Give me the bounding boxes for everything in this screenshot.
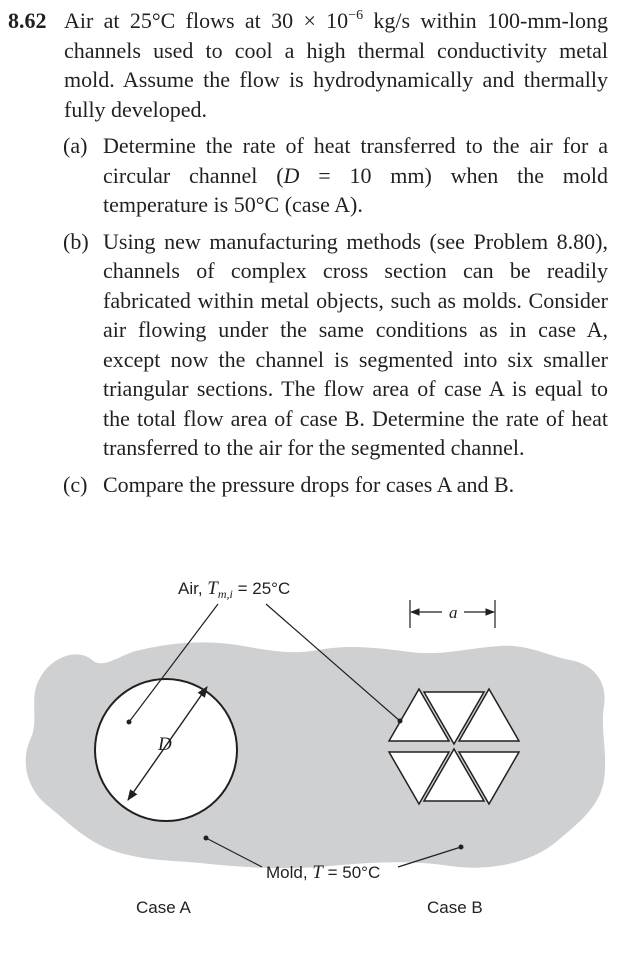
air-label [178,578,290,601]
mold-label-suffix: = 50°C [322,863,381,882]
case-a-label: Case A [136,898,191,917]
mold-label [266,862,380,883]
problem-statement [8,6,608,124]
part-b [8,227,608,463]
part-c-label: (c) [63,471,88,497]
dimension-label: a [449,603,458,622]
problem-intro-2: kg/s within 100-mm-long channels used to cool a high thermal conductivity metal mold. Assume the flow is hydrodynamically and thermally fully developed. [64,8,608,122]
mold-label-var: T [312,862,323,883]
channel-figure [0,560,643,953]
part-b-label: (b) [63,228,89,254]
mold-leader-a-dot [204,836,209,841]
part-a-text-1: Determine the rate of heat transferred to the air for a circular channel ( [103,133,608,188]
problem-number: 8.62 [8,8,47,33]
part-a-text-2: = 10 mm) when the mold temperature is 50°C (case A). [103,162,608,217]
mold-label-prefix: Mold, [266,863,313,882]
mold-leader-b-dot [459,845,464,850]
problem-intro-1: Air at 25°C flows at 30 × 10 [64,8,349,33]
air-leader-b-dot [398,719,403,724]
part-a-variable: D [283,162,300,188]
air-label-sub: m,i [217,587,233,601]
air-label-var: T [207,578,218,599]
air-leader-a-dot [127,720,132,725]
part-a [8,131,608,220]
part-b-text: Using new manufacturing methods (see Problem 8.80), channels of complex cross section can be readily fabricated within metal objects, such as molds. Consider air flowing under the same conditions as in case A, except now the channel is segmented into six smaller triangular sections. The flow area of case A is equal to the total flow area of case B. Determine the rate of heat transferred to the air for the segmented channel. [103,228,608,460]
part-c-text: Compare the pressure drops for cases A and B. [103,471,515,497]
problem-text [8,6,608,499]
diameter-label: D [158,734,172,755]
problem-intro-exponent: −6 [348,8,364,23]
air-label-prefix: Air, [178,579,208,598]
air-label-suffix: = 25°C [232,579,291,598]
part-c [8,470,608,500]
case-b-label: Case B [427,898,483,917]
part-a-label: (a) [63,133,88,158]
